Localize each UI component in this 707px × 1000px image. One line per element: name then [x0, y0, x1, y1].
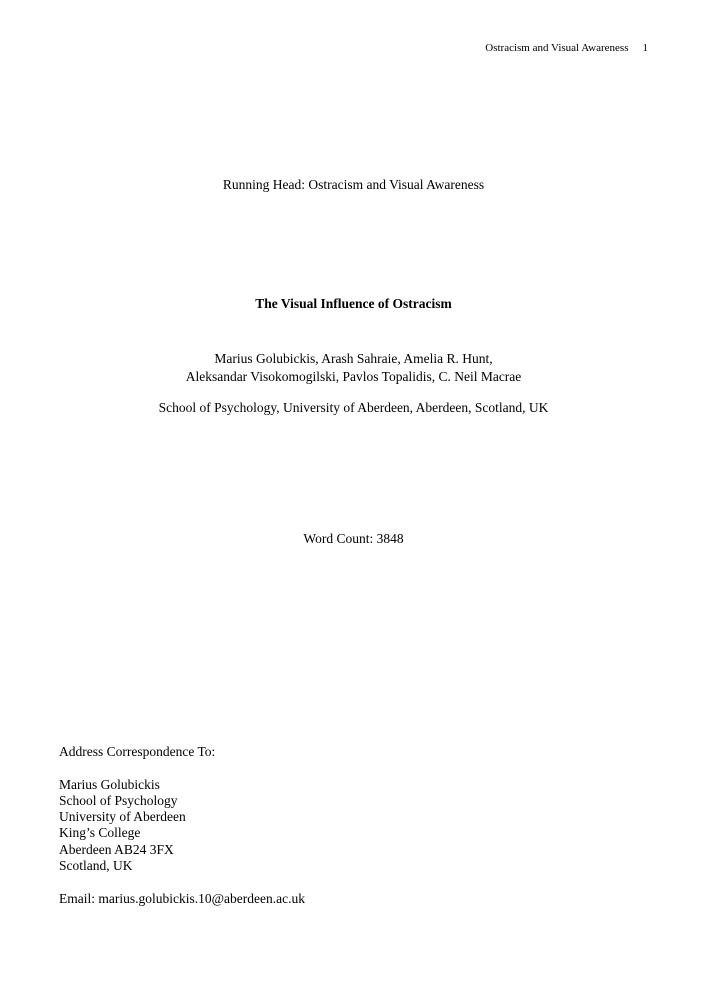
address-line: School of Psychology — [59, 792, 178, 808]
correspondence-block — [59, 744, 305, 907]
word-count: Word Count: 3848 — [303, 531, 404, 546]
author-line-2: Aleksandar Visokomogilski, Pavlos Topalidis, C. Neil Macrae — [185, 369, 522, 384]
running-head: Running Head: Ostracism and Visual Awareness — [222, 177, 485, 192]
address-line: Aberdeen AB24 3FX — [59, 841, 174, 857]
correspondence-name: Marius Golubickis — [59, 776, 160, 792]
header-running-title: Ostracism and Visual Awareness — [485, 42, 629, 54]
spacer — [59, 760, 305, 776]
correspondence-heading: Address Correspondence To: — [59, 744, 216, 759]
affiliation: School of Psychology, University of Aberdeen, Aberdeen, Scotland, UK — [158, 400, 549, 415]
address-line: University of Aberdeen — [59, 809, 186, 825]
address-line: King’s College — [59, 825, 141, 841]
address-line: Scotland, UK — [59, 858, 133, 874]
spacer — [59, 874, 305, 890]
page-header — [485, 42, 648, 54]
paper-title: The Visual Influence of Ostracism — [255, 296, 452, 311]
author-line-1: Marius Golubickis, Arash Sahraie, Amelia R. Hunt, — [214, 351, 493, 366]
page-number: 1 — [642, 42, 648, 54]
author-list — [0, 350, 707, 386]
correspondence-email: Email: marius.golubickis.10@aberdeen.ac.uk — [59, 890, 305, 906]
